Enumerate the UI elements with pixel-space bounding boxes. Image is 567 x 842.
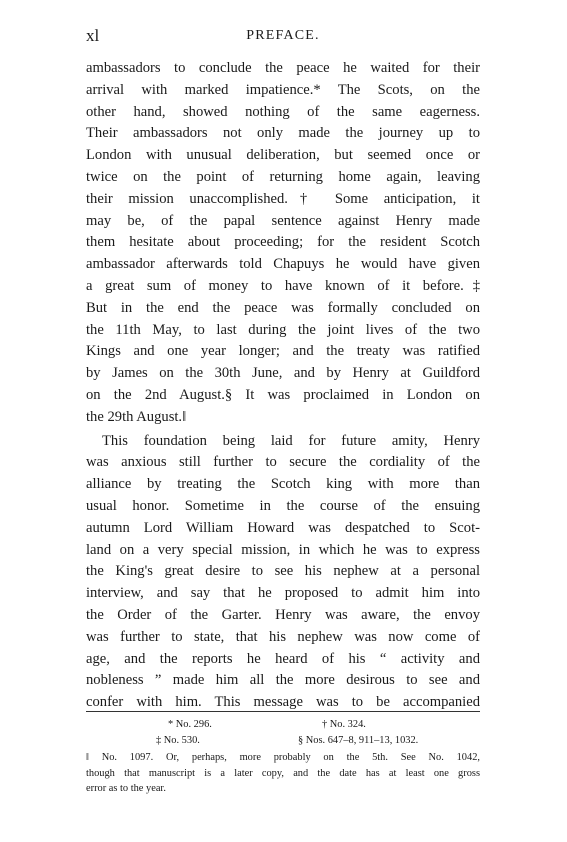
text-line: London with unusual deliberation, but seemed once or <box>86 147 480 164</box>
footnote-row <box>86 717 480 733</box>
footnote: * No. 296. <box>168 719 212 730</box>
footnote: ‡ No. 530. <box>156 735 200 746</box>
text-line: arrival with marked impatience.* The Scots, on the <box>86 81 480 98</box>
text-line: nobleness ” made him all the more desirous to see and <box>86 672 480 689</box>
running-head: PREFACE. <box>246 28 320 43</box>
footnote-long <box>86 750 480 797</box>
text-line: the King's great desire to see his nephew at a personal <box>86 563 480 580</box>
footnote-line: ‖ No. 1097. Or, perhaps, more probably on the 5th. See No. 1042, <box>86 752 480 763</box>
text-line: them hesitate about proceeding; for the resident Scotch <box>86 234 480 251</box>
footnotes <box>86 717 480 797</box>
footnote-line: error as to the year. <box>86 783 166 794</box>
text-line: on the 2nd August.§ It was proclaimed in London on <box>86 386 480 403</box>
text-line: usual honor. Sometime in the course of the ensuing <box>86 497 480 514</box>
paragraph-2 <box>86 431 480 714</box>
text-line: was anxious still further to secure the cordiality of the <box>86 454 480 471</box>
text-line: Their ambassadors not only made the journey up to <box>86 125 480 142</box>
text-line: ambassador afterwards told Chapuys he would have given <box>86 256 480 273</box>
paragraph-1 <box>86 58 480 429</box>
text-line: other hand, showed nothing of the same eagerness. <box>86 103 480 120</box>
text-line: This foundation being laid for future amity, Henry <box>102 432 480 449</box>
text-line: the 29th August.‖ <box>86 408 187 425</box>
text-line: alliance by treating the Scotch king with more than <box>86 476 480 493</box>
text-line: But in the end the peace was formally concluded on <box>86 299 480 316</box>
footnote: † No. 324. <box>322 719 366 730</box>
text-line: age, and the reports he heard of his “ activity and <box>86 650 480 667</box>
footnote-line: though that manuscript is a later copy, and the date has at least one gross <box>86 767 480 779</box>
text-line: land on a very special mission, in which he was to express <box>86 541 480 558</box>
text-line: Kings and one year longer; and the treaty was ratified <box>86 343 480 360</box>
text-line: interview, and say that he proposed to admit him into <box>86 585 480 602</box>
text-line: by James on the 30th June, and by Henry at Guildford <box>86 365 480 382</box>
body-text <box>86 58 480 714</box>
text-line: their mission unaccomplished.† Some anticipation, it <box>86 190 480 207</box>
footnote-row <box>86 733 480 749</box>
text-line: the Order of the Garter. Henry was aware, the envoy <box>86 606 480 623</box>
text-line: may be, of the papal sentence against Henry made <box>86 212 480 229</box>
text-line: was further to state, that his nephew was now come of <box>86 628 480 645</box>
text-line: autumn Lord William Howard was despatched to Scot- <box>86 519 480 536</box>
footnote: § Nos. 647–8, 911–13, 1032. <box>298 735 419 746</box>
text-line: the 11th May, to last during the joint lives of the two <box>86 321 480 338</box>
text-line: ambassadors to conclude the peace he waited for their <box>86 60 480 76</box>
page-number: xl <box>86 26 100 45</box>
text-line: a great sum of money to have known of it before.‡ <box>86 277 480 294</box>
footnote-rule <box>86 711 480 712</box>
text-line: confer with him. This message was to be accompanied <box>86 694 480 711</box>
page-header <box>86 26 480 46</box>
text-line: twice on the point of returning home again, leaving <box>86 168 480 185</box>
